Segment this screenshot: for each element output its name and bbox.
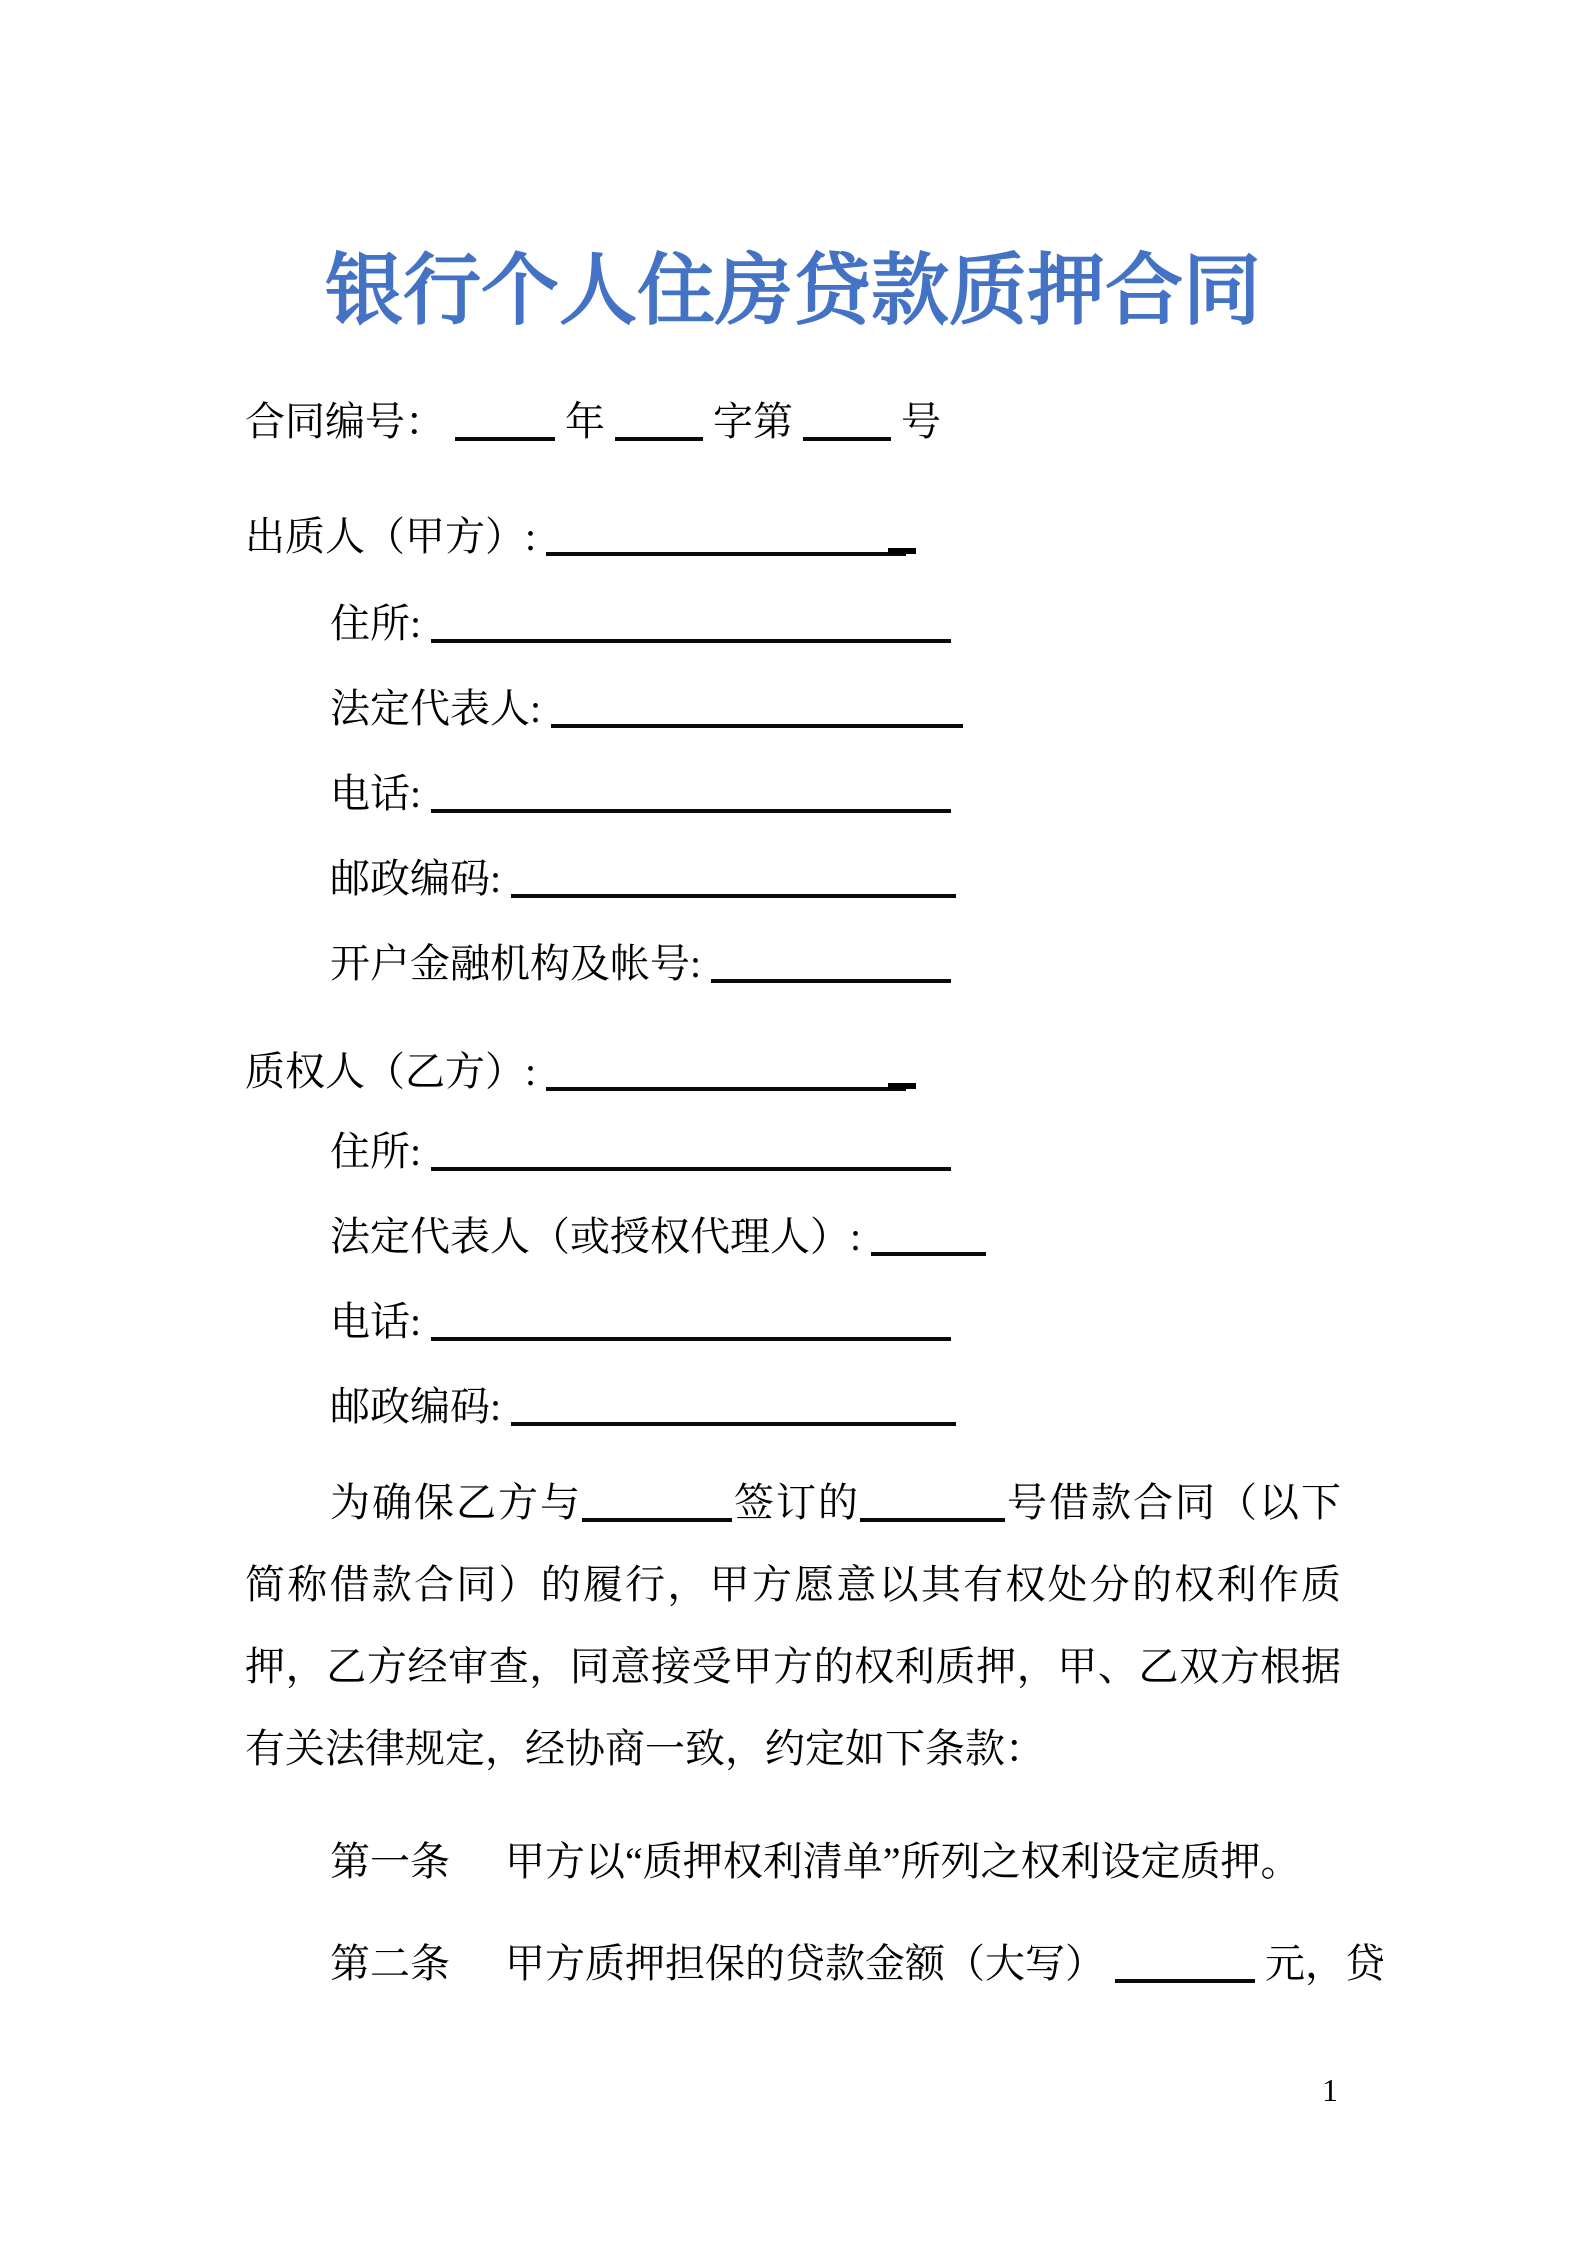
party-a-address-blank — [431, 636, 951, 643]
contract-number-unit-zi: 字第 — [713, 399, 793, 444]
party-b-phone-line — [245, 1298, 951, 1346]
party-b-name-blank-tail — [888, 1081, 916, 1089]
party-b-address-line — [245, 1128, 951, 1176]
party-b-representative-line — [245, 1213, 986, 1261]
clause-1-text: 甲方以“质押权利清单”所列之权利设定质押。 — [505, 1839, 1301, 1884]
party-a-heading-label: 出质人（甲方）: — [245, 514, 537, 559]
preamble-segment-1: 为确保乙方与 — [330, 1480, 582, 1525]
party-a-representative-line — [245, 685, 963, 733]
party-a-phone-line — [245, 770, 951, 818]
party-b-postcode-blank — [511, 1419, 956, 1426]
party-b-representative-blank — [871, 1249, 986, 1256]
party-a-bank-account-line — [245, 940, 951, 988]
party-b-address-label: 住所: — [330, 1129, 422, 1174]
contract-number-line — [245, 398, 941, 446]
party-b-phone-blank — [431, 1334, 951, 1341]
clause-1-line — [245, 1838, 1301, 1886]
clause-2-amount-blank — [1115, 1976, 1255, 1983]
party-a-heading-line — [245, 513, 916, 561]
party-a-address-line — [245, 600, 951, 648]
contract-number-label: 合同编号： — [245, 399, 445, 444]
party-b-heading-line — [245, 1048, 916, 1096]
party-b-representative-label: 法定代表人（或授权代理人）: — [330, 1214, 862, 1259]
contract-number-blank-year — [455, 434, 555, 441]
contract-number-unit-year: 年 — [565, 399, 605, 444]
clause-2-number: 第二条 — [330, 1941, 450, 1986]
contract-number-blank-serial — [803, 434, 891, 441]
preamble-segment-3: 号借款合同（以下简称借款合同）的履行，甲方愿意以其有权处分的权利作质押，乙方经审查，同意接受甲方的权利质押，甲、乙双方根据有关法律规定，经协商一致，约定如下条款： — [245, 1480, 1341, 1771]
party-b-phone-label: 电话: — [330, 1299, 422, 1344]
party-b-heading-label: 质权人（乙方）: — [245, 1049, 537, 1094]
clause-2-line — [245, 1940, 1385, 1988]
party-b-postcode-label: 邮政编码: — [330, 1384, 502, 1429]
party-a-phone-label: 电话: — [330, 771, 422, 816]
preamble-segment-2: 签订的 — [732, 1480, 860, 1525]
party-a-postcode-blank — [511, 891, 956, 898]
page-number: 1 — [1322, 2072, 1338, 2108]
party-a-address-label: 住所: — [330, 601, 422, 646]
party-a-bank-account-label: 开户金融机构及帐号: — [330, 941, 702, 986]
clause-1-number: 第一条 — [330, 1839, 450, 1884]
party-a-name-blank-tail — [888, 546, 916, 554]
preamble-lender-blank — [582, 1515, 732, 1522]
contract-number-blank-character — [615, 434, 703, 441]
clause-2-text-before-blank: 甲方质押担保的贷款金额（大写） — [505, 1941, 1105, 1986]
party-a-bank-account-blank — [711, 976, 951, 983]
party-a-representative-blank — [551, 721, 963, 728]
party-a-representative-label: 法定代表人: — [330, 686, 542, 731]
party-b-name-blank — [546, 1084, 906, 1091]
preamble-contract-number-blank — [860, 1515, 1005, 1522]
document-title: 银行个人住房贷款质押合同 — [324, 247, 1261, 334]
preamble-paragraph — [245, 1462, 1341, 1790]
party-a-postcode-line — [245, 855, 956, 903]
party-a-phone-blank — [431, 806, 951, 813]
clause-2-text-after-blank: 元，贷 — [1265, 1941, 1385, 1986]
party-b-postcode-line — [245, 1383, 956, 1431]
party-a-name-blank — [546, 549, 906, 556]
contract-number-unit-hao: 号 — [901, 399, 941, 444]
party-b-address-blank — [431, 1164, 951, 1171]
party-a-postcode-label: 邮政编码: — [330, 856, 502, 901]
